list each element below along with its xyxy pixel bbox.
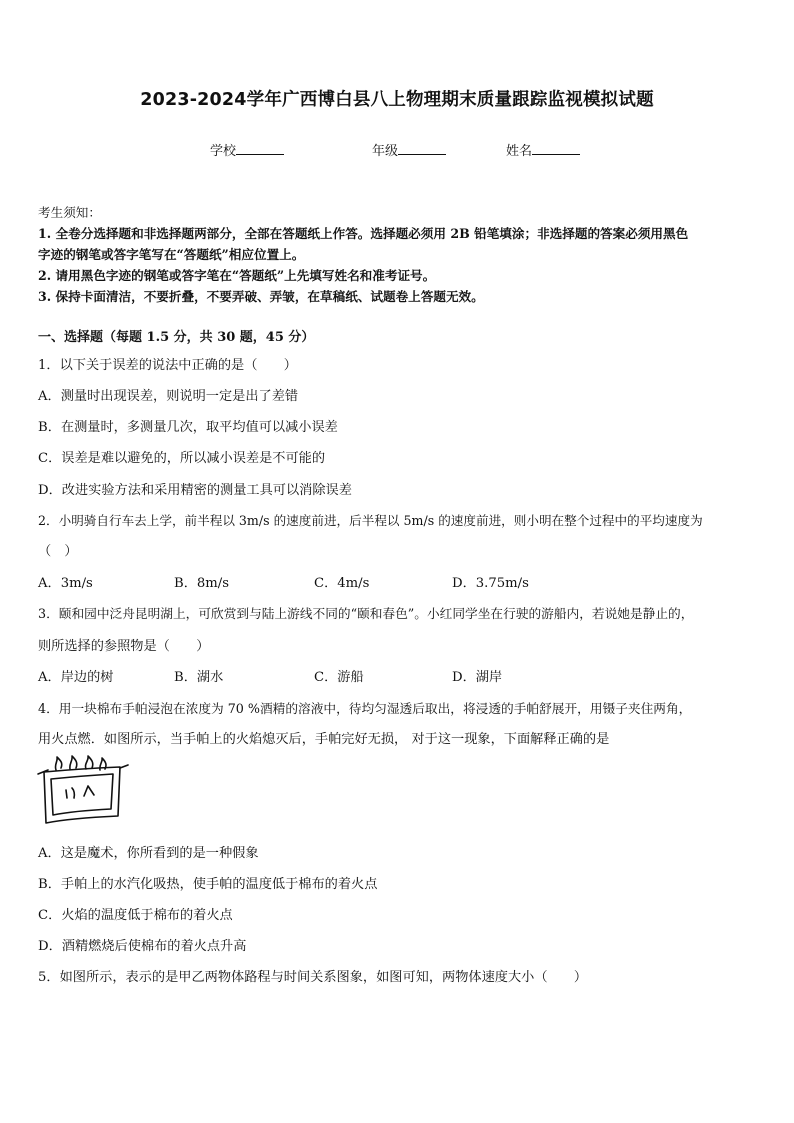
notice-line: 1. 全卷分选择题和非选择题两部分，全部在答题纸上作答。选择题必须用 2B 铅笔填涂；非选择题的答案必须用黑色	[38, 226, 689, 241]
name-field	[506, 140, 580, 159]
question-1-option-d: D．改进实验方法和采用精密的测量工具可以消除误差	[38, 483, 352, 498]
student-info-row	[0, 140, 794, 160]
question-3-option-d: D．湖岸	[452, 670, 503, 685]
question-3-stem-cont: 则所选择的参照物是（ ）	[38, 639, 210, 654]
page-title: 2023-2024学年广西博白县八上物理期末质量跟踪监视模拟试题	[140, 90, 654, 110]
burning-handkerchief-figure	[36, 754, 130, 830]
question-4-option-d: D．酒精燃烧后使棉布的着火点升高	[38, 939, 247, 954]
section-title: 一、选择题（每题 1.5 分，共 30 题，45 分）	[38, 330, 315, 345]
question-4-stem: 4．用一块棉布手帕浸泡在浓度为 70 %酒精的溶液中，待均匀湿透后取出，将浸透的手帕舒展开，用镊子夹住两角，	[38, 701, 692, 716]
question-1-option-c: C．误差是难以避免的，所以减小误差是不可能的	[38, 451, 326, 466]
question-3-options	[38, 666, 738, 686]
exam-notice	[38, 202, 760, 307]
school-blank	[236, 141, 284, 155]
name-blank	[532, 141, 580, 155]
question-2-stem: 2．小明骑自行车去上学，前半程以 3m/s 的速度前进，后半程以 5m/s 的速度前进，则小明在整个过程中的平均速度为	[38, 513, 703, 528]
question-3-option-c: C．游船	[314, 670, 364, 685]
school-label: 学校	[210, 144, 237, 159]
question-1-option-a: A．测量时出现误差，则说明一定是出了差错	[38, 389, 299, 404]
question-4-option-c: C．火焰的温度低于棉布的着火点	[38, 908, 233, 923]
question-3-option-b: B．湖水	[174, 670, 224, 685]
notice-line: 3. 保持卡面清洁，不要折叠，不要弄破、弄皱，在草稿纸、试题卷上答题无效。	[38, 289, 484, 304]
handkerchief-illustration	[36, 754, 130, 830]
notice-line: 2. 请用黑色字迹的钢笔或答字笔在“答题纸”上先填写姓名和准考证号。	[38, 268, 436, 283]
question-3-option-a: A．岸边的树	[38, 670, 114, 685]
name-label: 姓名	[506, 144, 533, 159]
question-2-option-c: C．4m/s	[314, 576, 370, 591]
notice-line: 字迹的钢笔或答字笔写在“答题纸”相应位置上。	[38, 247, 305, 262]
question-5-stem: 5．如图所示，表示的是甲乙两物体路程与时间关系图象，如图可知，两物体速度大小（ ）	[38, 970, 588, 985]
grade-field	[372, 140, 446, 159]
question-4-option-b: B．手帕上的水汽化吸热，使手帕的温度低于棉布的着火点	[38, 877, 378, 892]
grade-label: 年级	[372, 144, 399, 159]
notice-heading: 考生须知：	[38, 205, 101, 220]
question-2-option-d: D．3.75m/s	[452, 576, 529, 591]
school-field	[210, 140, 284, 159]
question-4-stem-cont: 用火点燃．如图所示，当手帕上的火焰熄灭后，手帕完好无损， 对于这一现象，下面解释正确的是	[38, 732, 610, 747]
question-3-stem: 3．颐和园中泛舟昆明湖上，可欣赏到与陆上游线不同的“颐和春色”。小红同学坐在行驶的游船内，若说她是静止的，	[38, 606, 694, 621]
grade-blank	[398, 141, 446, 155]
question-2-option-b: B．8m/s	[174, 576, 229, 591]
question-2-options	[38, 572, 738, 592]
question-4-option-a: A．这是魔术，你所看到的是一种假象	[38, 846, 259, 861]
question-1-stem: 1．以下关于误差的说法中正确的是（ ）	[38, 358, 297, 373]
question-2-option-a: A．3m/s	[38, 576, 93, 591]
question-2-stem-cont: （ ）	[38, 544, 78, 559]
question-1-option-b: B．在测量时，多测量几次，取平均值可以减小误差	[38, 420, 338, 435]
